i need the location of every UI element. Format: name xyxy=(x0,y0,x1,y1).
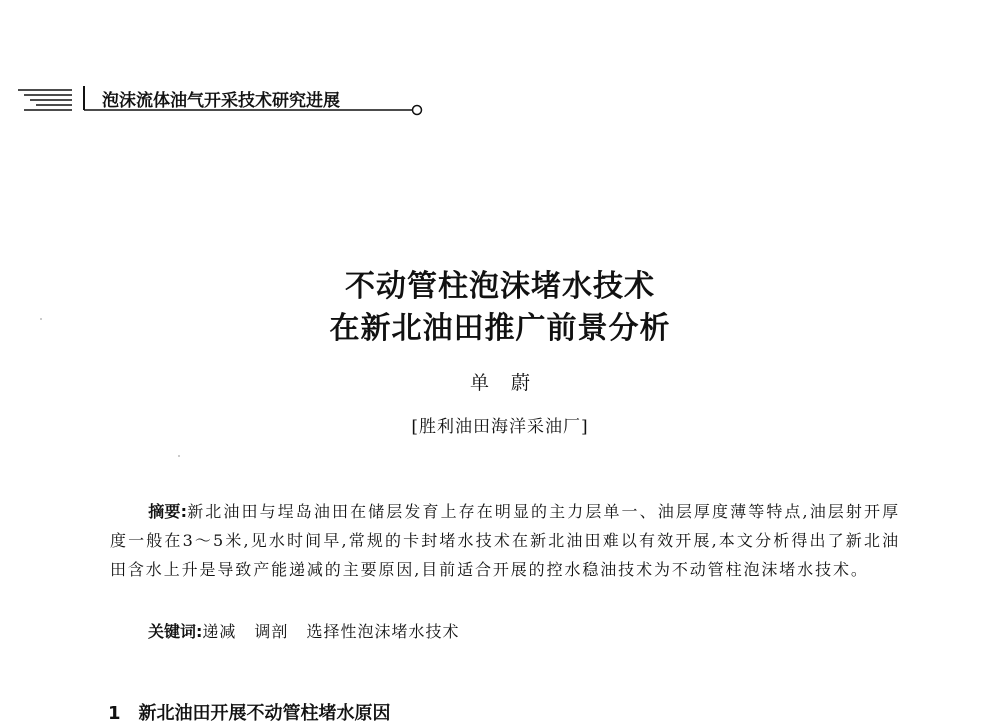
section-heading: 1 新北油田开展不动管柱堵水原因 xyxy=(108,703,391,724)
scan-speck xyxy=(40,318,42,320)
abstract-label: 摘要: xyxy=(148,502,187,521)
keyword-item: 调剖 xyxy=(254,622,289,641)
series-banner xyxy=(18,78,438,118)
abstract xyxy=(110,497,900,584)
keywords xyxy=(148,620,477,644)
keyword-item: 选择性泡沫堵水技术 xyxy=(306,622,460,641)
title-line-2: 在新北油田推广前景分析 xyxy=(329,311,671,346)
abstract-text: 新北油田与埕岛油田在储层发育上存在明显的主力层单一、油层厚度薄等特点,油层射开厚度一般在3～5米,见水时间早,常规的卡封堵水技术在新北油田难以有效开展,本文分析得出了新北油田含水上升是导致产能递减的主要原因,目前适合开展的控水稳油技术为不动管柱泡沫堵水技术。 xyxy=(110,502,900,579)
title-line-1: 不动管柱泡沫堵水技术 xyxy=(345,269,655,304)
series-title: 泡沫流体油气开采技术研究进展 xyxy=(102,91,340,111)
keyword-item: 递减 xyxy=(202,622,237,641)
scan-speck xyxy=(178,455,180,457)
author-affiliation: [胜利油田海洋采油厂] xyxy=(411,417,589,437)
article-title xyxy=(0,266,1000,350)
author-name: 单蔚 xyxy=(469,372,552,394)
keywords-label: 关键词: xyxy=(148,622,203,641)
